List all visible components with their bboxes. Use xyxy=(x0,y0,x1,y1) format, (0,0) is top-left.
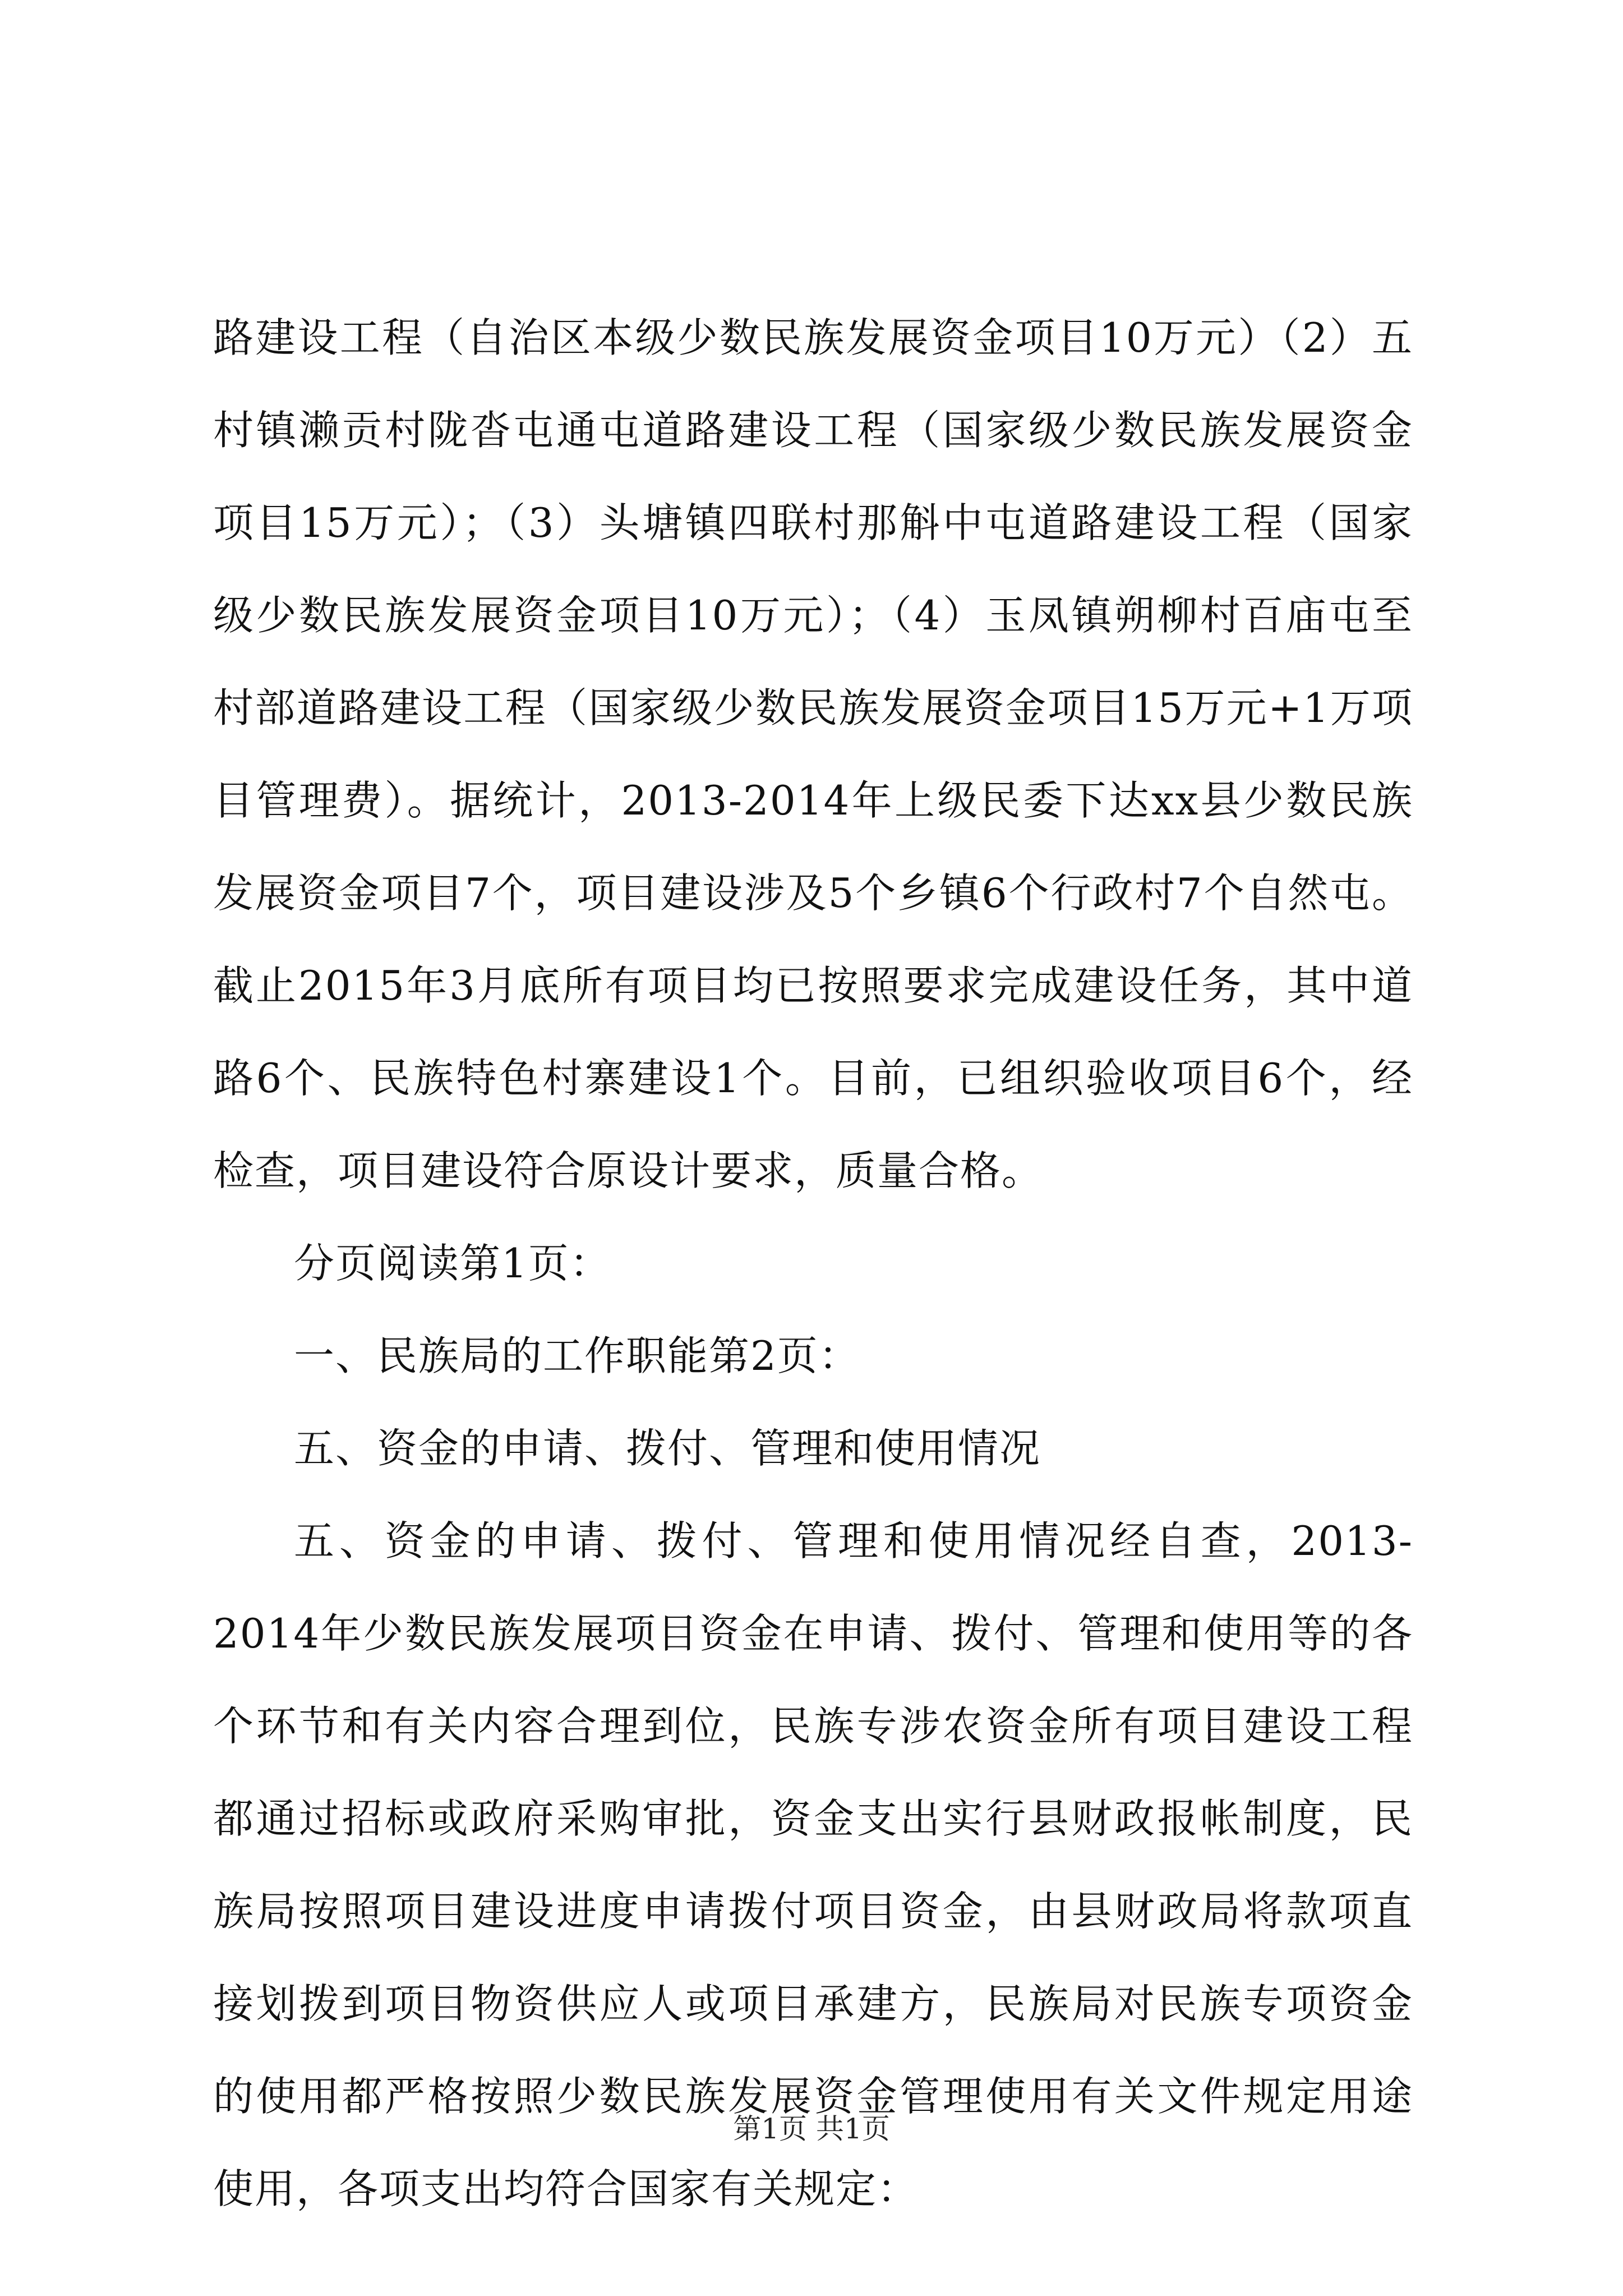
page-footer: 第1页 共1页 xyxy=(733,2113,890,2145)
paragraph-section-link: 一、民族局的工作职能第2页： xyxy=(294,1332,860,1379)
document-body xyxy=(213,292,1413,2235)
paragraph-project-list: 路建设工程（自治区本级少数民族发展资金项目10万元）（2）五村镇濑贡村陇沓屯通屯道路建设工程（国家级少数民族发展资金项目15万元）；（3）头塘镇四联村那斛中屯道路建设工程（国家级少数民族发展资金项目10万元）；（4）玉凤镇朔柳村百庙屯至村部道路建设工程（国家级少数民族发展资金项目15万元+1万项目管理费）。据统计，2013-2014年上级民委下达xx县少数民族发展资金项目7个，项目建设涉及5个乡镇6个行政村7个自然屯。截止2015年3月底所有项目均已按照要求完成建设任务，其中道路6个、民族特色村寨建设1个。目前，已组织验收项目6个，经检查，项目建设符合原设计要求，质量合格。 xyxy=(213,314,1413,1194)
paragraph-pagination-note: 分页阅读第1页： xyxy=(294,1240,611,1287)
section-heading-funds: 五、资金的申请、拨付、管理和使用情况 xyxy=(294,1425,1041,1472)
paragraph-funds-usage: 五、资金的申请、拨付、管理和使用情况经自查，2013-2014年少数民族发展项目资金在申请、拨付、管理和使用等的各个环节和有关内容合理到位，民族专涉农资金所有项目建设工程都通过招标或政府采购审批，资金支出实行县财政报帐制度，民族局按照项目建设进度申请拨付项目资金，由县财政局将款项直接划拨到项目物资供应人或项目承建方，民族局对民族专项资金的使用都严格按照少数民族发展资金管理使用有关文件规定用途使用，各项支出均符合国家有关规定： xyxy=(213,1517,1413,2212)
